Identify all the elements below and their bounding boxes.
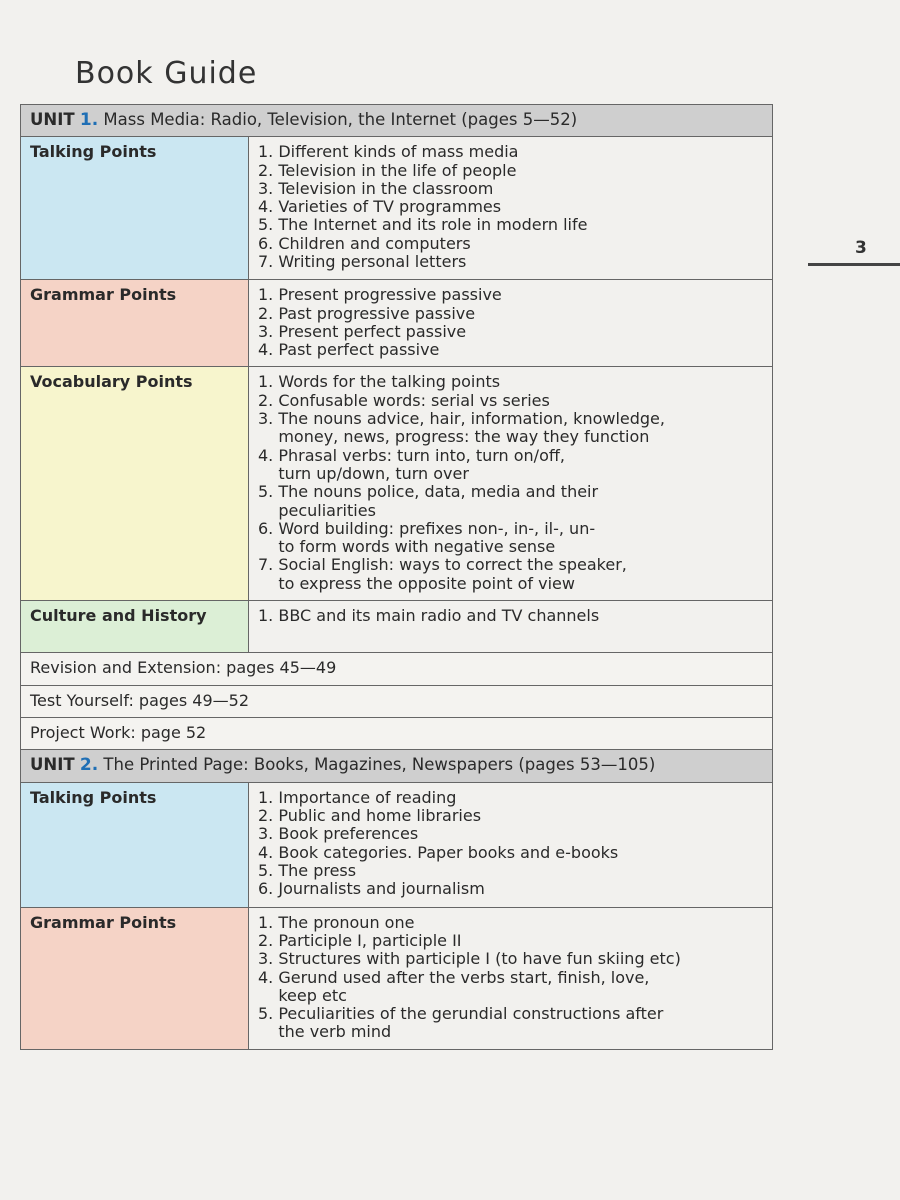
unit-number: 1.: [79, 110, 99, 130]
list-item: 1. Importance of reading: [258, 787, 457, 807]
section-name: Grammar Points: [21, 907, 249, 1049]
list-item: 6. Journalists and journalism: [258, 879, 485, 899]
extra-row: [21, 718, 773, 750]
list-item: 5. The Internet and its role in modern life: [258, 215, 588, 235]
unit-number: 2.: [79, 755, 99, 776]
list-item: to express the opposite point of view: [258, 573, 575, 593]
list-item: 3. Present perfect passive: [258, 321, 467, 341]
list-item: 2. Past progressive passive: [258, 303, 476, 323]
extra-row: [21, 685, 773, 717]
section-items: [249, 601, 773, 653]
list-item: 1. BBC and its main radio and TV channels: [258, 606, 600, 626]
list-item: 4. Varieties of TV programmes: [258, 197, 502, 217]
section-name: Grammar Points: [21, 280, 249, 367]
list-item: 5. The nouns police, data, media and their: [258, 482, 599, 502]
list-item: 4. Past perfect passive: [258, 340, 440, 360]
list-item: peculiarities: [258, 500, 376, 520]
list-item: 5. Peculiarities of the gerundial constructions after: [258, 1004, 664, 1024]
section-name: Culture and History: [21, 601, 249, 653]
list-item: to form words with negative sense: [258, 537, 556, 557]
list-item: 7. Writing personal letters: [258, 252, 467, 272]
list-item: 4. Phrasal verbs: turn into, turn on/off,: [258, 445, 565, 465]
unit-label: UNIT: [30, 755, 75, 775]
page-number: 3: [855, 238, 867, 258]
section-row: [21, 280, 773, 367]
list-item: 1. Words for the talking points: [258, 372, 501, 392]
list-item: 1. The pronoun one: [258, 912, 415, 932]
section-name: Vocabulary Points: [21, 367, 249, 601]
list-item: turn up/down, turn over: [258, 463, 469, 483]
section-items: [249, 782, 773, 907]
section-row: [21, 907, 773, 1049]
project-work: Project Work: page 52: [21, 718, 773, 750]
list-item: 6. Word building: prefixes non-, in-, il-, un-: [258, 518, 596, 538]
list-item: 6. Children and computers: [258, 233, 471, 253]
unit-title: The Printed Page: Books, Magazines, Newspapers (pages 53—105): [103, 755, 656, 775]
test-yourself: Test Yourself: pages 49—52: [21, 685, 773, 717]
list-item: 3. Book preferences: [258, 824, 419, 844]
list-item: 3. The nouns advice, hair, information, knowledge,: [258, 409, 665, 429]
section-name: Talking Points: [21, 137, 249, 280]
unit-header: [21, 750, 773, 782]
page-title: Book Guide: [75, 56, 258, 91]
section-items: [249, 907, 773, 1049]
section-name: Talking Points: [21, 782, 249, 907]
list-item: 4. Gerund used after the verbs start, finish, love,: [258, 967, 650, 987]
section-items: [249, 137, 773, 280]
section-row: [21, 601, 773, 653]
section-items: [249, 280, 773, 367]
list-item: 2. Confusable words: serial vs series: [258, 390, 550, 410]
page-number-rule: [808, 263, 900, 266]
list-item: 4. Book categories. Paper books and e-books: [258, 842, 619, 862]
section-row: [21, 367, 773, 601]
unit-title: Mass Media: Radio, Television, the Internet (pages 5—52): [103, 110, 578, 129]
revision-extension: Revision and Extension: pages 45—49: [21, 653, 773, 685]
unit-label: UNIT: [30, 110, 75, 129]
section-items: [249, 367, 773, 601]
list-item: 2. Participle I, participle II: [258, 930, 462, 950]
section-row: [21, 782, 773, 907]
list-item: keep etc: [258, 985, 347, 1005]
list-item: 1. Present progressive passive: [258, 285, 502, 305]
list-item: 2. Public and home libraries: [258, 805, 482, 825]
extra-row: [21, 653, 773, 685]
list-item: money, news, progress: the way they function: [258, 427, 650, 447]
unit-header: [21, 105, 773, 137]
list-item: 1. Different kinds of mass media: [258, 142, 519, 162]
list-item: 2. Television in the life of people: [258, 160, 517, 180]
list-item: 3. Television in the classroom: [258, 178, 494, 198]
list-item: 5. The press: [258, 860, 357, 880]
list-item: 7. Social English: ways to correct the speaker,: [258, 555, 627, 575]
book-guide-table: [20, 104, 773, 1050]
list-item: the verb mind: [258, 1022, 392, 1042]
list-item: 3. Structures with participle I (to have fun skiing etc): [258, 949, 681, 969]
section-row: [21, 137, 773, 280]
